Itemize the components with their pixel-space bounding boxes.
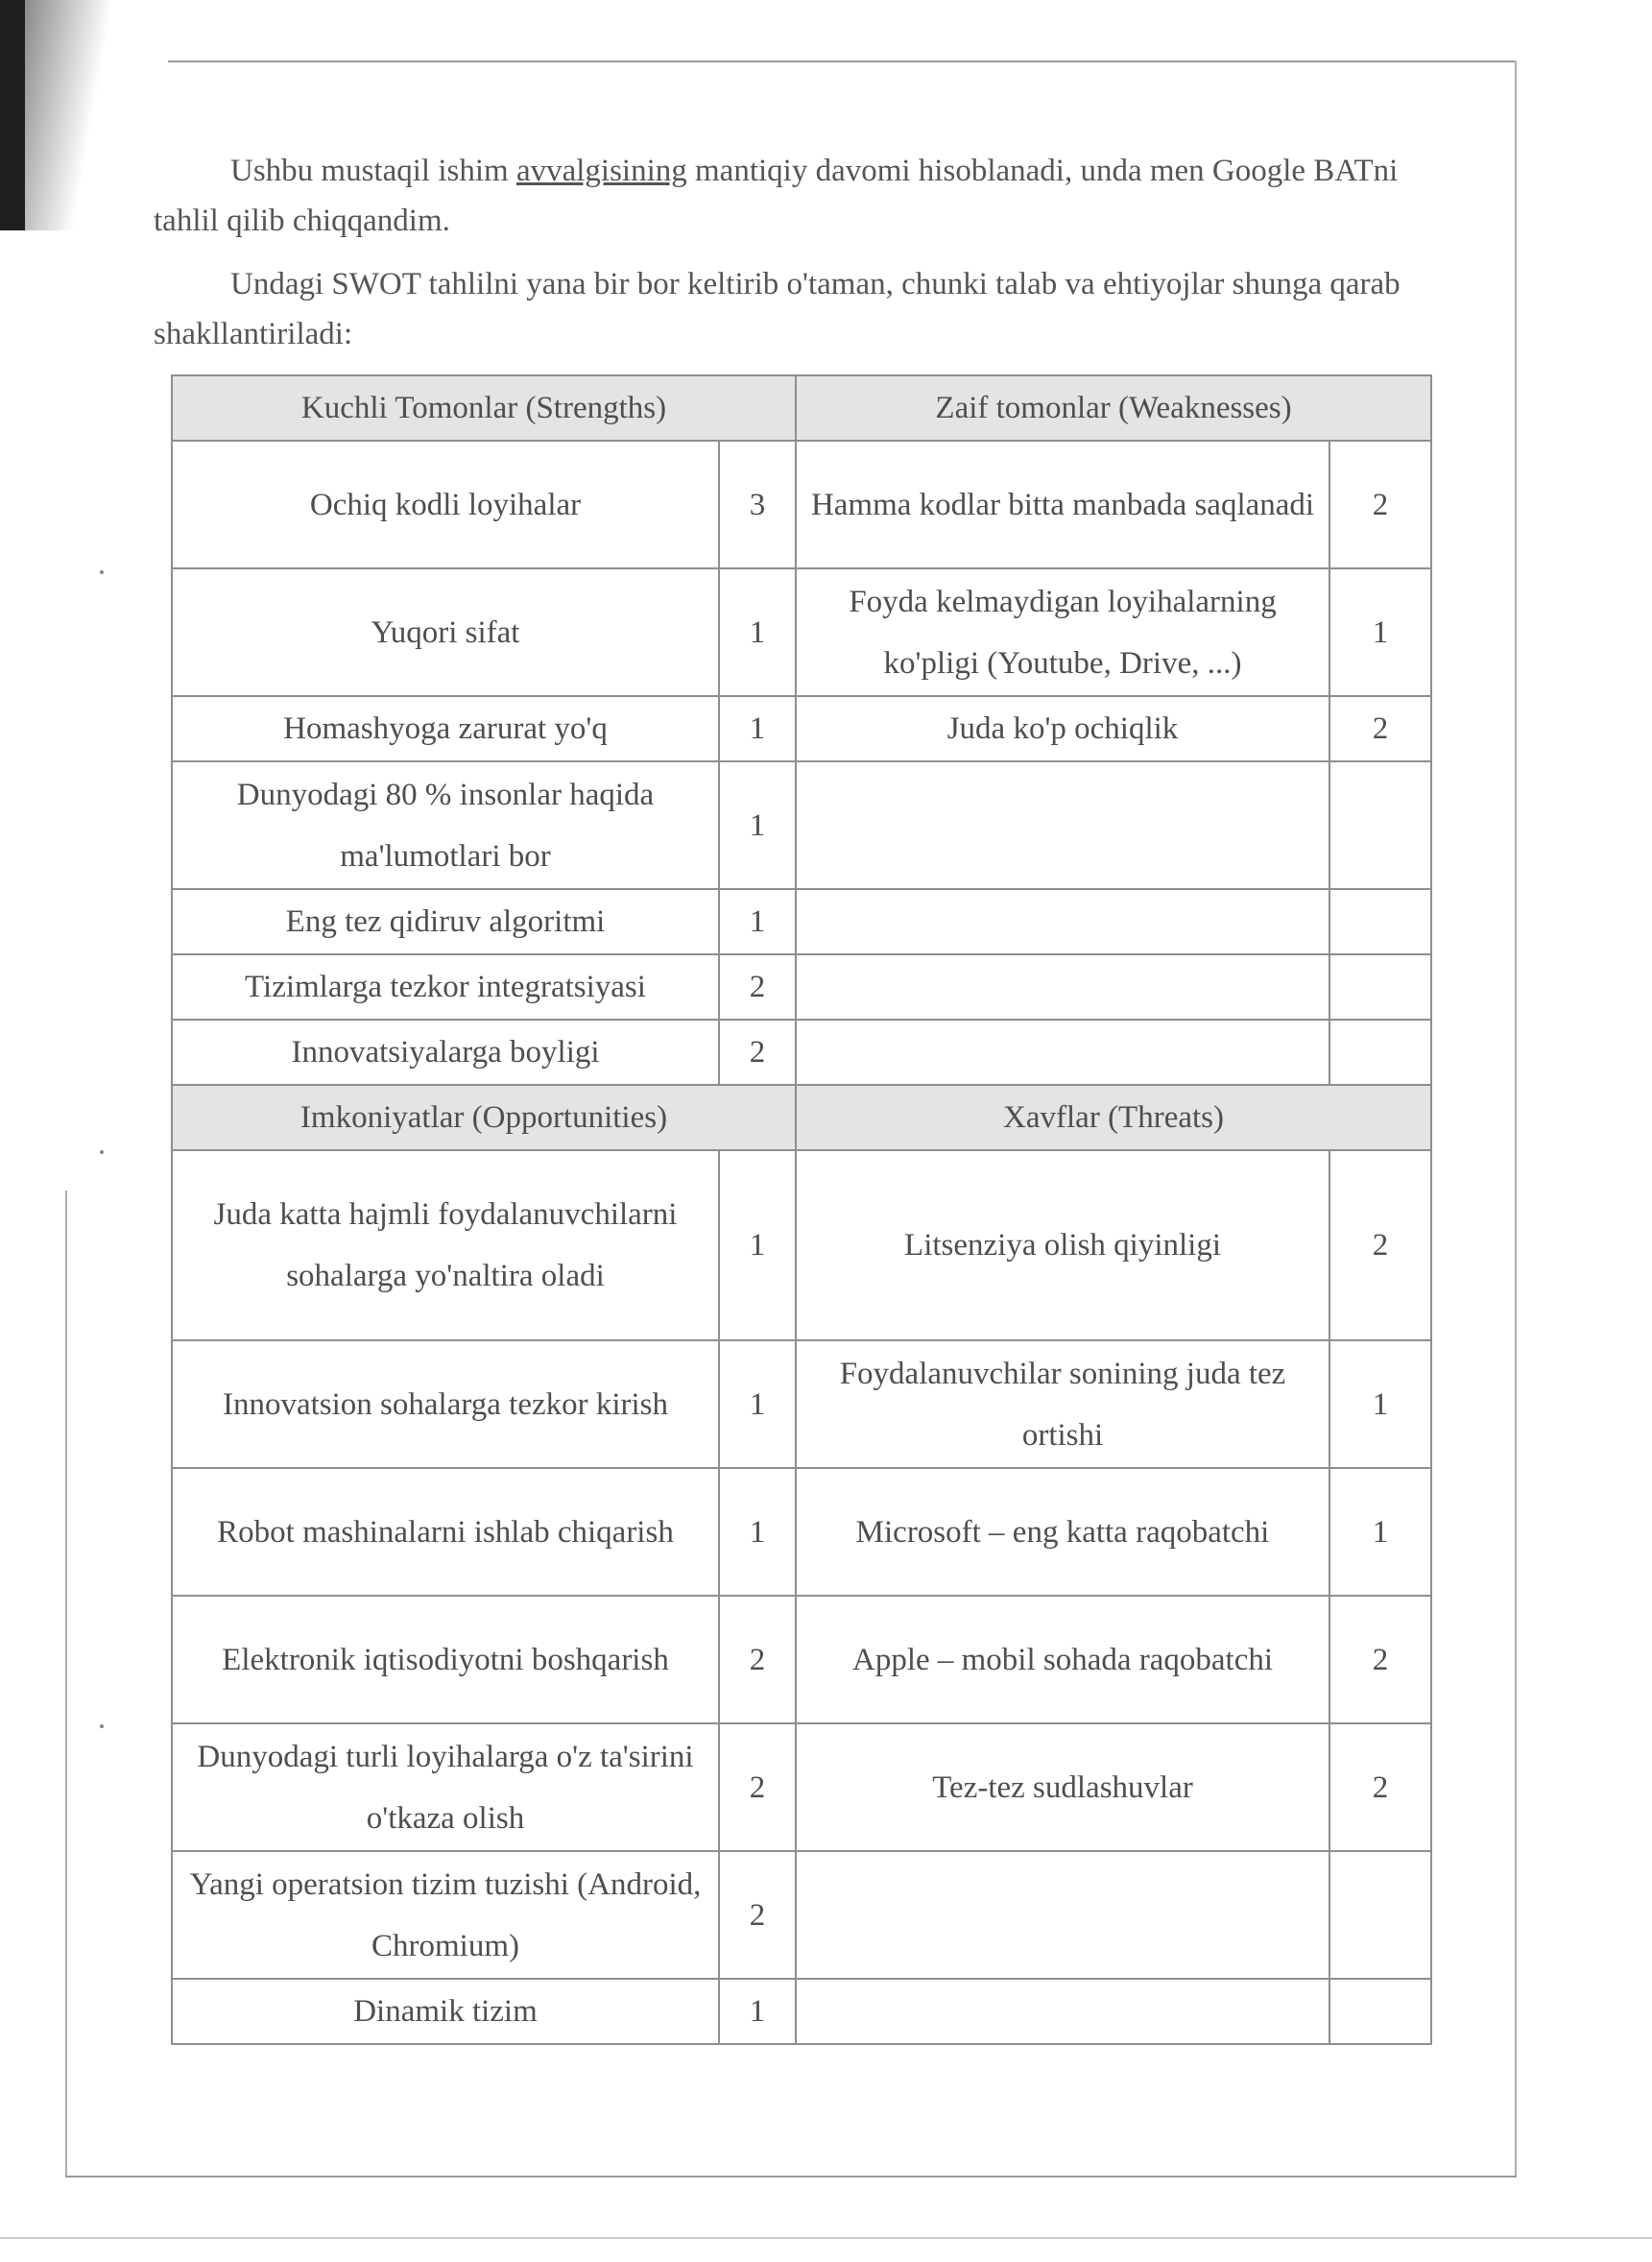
table-row xyxy=(172,954,1431,1020)
scan-speck xyxy=(100,570,104,574)
intro-text-end: mantiqiy davomi hisoblanadi, unda men Google BATni tahlil qilib chiqqandim. xyxy=(154,154,1399,238)
weakness-score: 2 xyxy=(1329,441,1431,568)
table-row xyxy=(172,1020,1431,1085)
table-row xyxy=(172,1340,1431,1468)
threat-score: 2 xyxy=(1329,1723,1431,1851)
swot-table xyxy=(171,374,1432,2045)
scan-bottom-edge xyxy=(0,2237,1652,2239)
table-row xyxy=(172,761,1431,889)
opportunity-score: 1 xyxy=(719,1340,796,1468)
strengths-header: Kuchli Tomonlar (Strengths) xyxy=(172,375,796,441)
weakness-cell xyxy=(796,761,1329,889)
weakness-score xyxy=(1329,889,1431,954)
opportunity-cell: Robot mashinalarni ishlab chiqarish xyxy=(172,1468,719,1596)
weakness-score: 2 xyxy=(1329,696,1431,761)
strength-cell: Tizimlarga tezkor integratsiyasi xyxy=(172,954,719,1020)
opportunity-score: 1 xyxy=(719,1468,796,1596)
opportunity-score: 2 xyxy=(719,1851,796,1979)
opportunity-cell: Innovatsion sohalarga tezkor kirish xyxy=(172,1340,719,1468)
opportunity-cell: Dunyodagi turli loyihalarga o'z ta'sirini o'tkaza olish xyxy=(172,1723,719,1851)
strength-score: 1 xyxy=(719,696,796,761)
threat-score: 1 xyxy=(1329,1468,1431,1596)
strength-score: 1 xyxy=(719,761,796,889)
opportunity-cell: Yangi operatsion tizim tuzishi (Android, Chromium) xyxy=(172,1851,719,1979)
weakness-cell: Hamma kodlar bitta manbada saqlanadi xyxy=(796,441,1329,568)
strength-cell: Dunyodagi 80 % insonlar haqida ma'lumotlari bor xyxy=(172,761,719,889)
scan-speck xyxy=(100,1724,104,1728)
threat-cell: Litsenziya olish qiyinligi xyxy=(796,1150,1329,1340)
page-frame-left xyxy=(65,1191,67,2178)
threat-score xyxy=(1329,1851,1431,1979)
table-row xyxy=(172,441,1431,568)
opportunity-cell: Elektronik iqtisodiyotni boshqarish xyxy=(172,1596,719,1723)
strength-cell: Ochiq kodli loyihalar xyxy=(172,441,719,568)
strength-score: 1 xyxy=(719,568,796,696)
threat-cell xyxy=(796,1851,1329,1979)
strength-cell: Eng tez qidiruv algoritmi xyxy=(172,889,719,954)
threat-score: 2 xyxy=(1329,1596,1431,1723)
swot-header-row-top xyxy=(172,375,1431,441)
table-row xyxy=(172,1596,1431,1723)
opportunity-cell: Dinamik tizim xyxy=(172,1979,719,2044)
weakness-cell xyxy=(796,889,1329,954)
strength-score: 2 xyxy=(719,954,796,1020)
table-row xyxy=(172,1468,1431,1596)
page-frame-top xyxy=(168,60,1517,62)
threat-score xyxy=(1329,1979,1431,2044)
strength-cell: Yuqori sifat xyxy=(172,568,719,696)
strength-cell: Homashyoga zarurat yo'q xyxy=(172,696,719,761)
weakness-score xyxy=(1329,954,1431,1020)
intro-text-start: Ushbu mustaqil ishim xyxy=(230,154,516,188)
scan-speck xyxy=(100,1150,104,1154)
swot-intro-paragraph xyxy=(154,259,1430,359)
threat-cell xyxy=(796,1979,1329,2044)
threat-score: 2 xyxy=(1329,1150,1431,1340)
swot-header-row-bottom xyxy=(172,1085,1431,1150)
page-frame-right xyxy=(1515,60,1517,2178)
table-row xyxy=(172,1979,1431,2044)
weakness-score: 1 xyxy=(1329,568,1431,696)
strength-cell: Innovatsiyalarga boyligi xyxy=(172,1020,719,1085)
weakness-cell xyxy=(796,954,1329,1020)
table-row xyxy=(172,889,1431,954)
threat-cell: Tez-tez sudlashuvlar xyxy=(796,1723,1329,1851)
threat-cell: Microsoft – eng katta raqobatchi xyxy=(796,1468,1329,1596)
threat-cell: Foydalanuvchilar sonining juda tez ortishi xyxy=(796,1340,1329,1468)
scan-edge-shadow xyxy=(0,0,25,230)
weakness-cell: Juda ko'p ochiqlik xyxy=(796,696,1329,761)
weaknesses-header: Zaif tomonlar (Weaknesses) xyxy=(796,375,1431,441)
intro-paragraph xyxy=(154,146,1430,246)
strength-score: 3 xyxy=(719,441,796,568)
table-row xyxy=(172,696,1431,761)
weakness-cell: Foyda kelmaydigan loyihalarning ko'pligi (Youtube, Drive, ...) xyxy=(796,568,1329,696)
weakness-cell xyxy=(796,1020,1329,1085)
threat-cell: Apple – mobil sohada raqobatchi xyxy=(796,1596,1329,1723)
table-row xyxy=(172,1150,1431,1340)
scan-edge-fade xyxy=(25,0,111,230)
page-frame-bottom xyxy=(65,2176,1517,2178)
opportunity-score: 2 xyxy=(719,1596,796,1723)
opportunity-score: 2 xyxy=(719,1723,796,1851)
strength-score: 1 xyxy=(719,889,796,954)
intro-underlined-word: avvalgisining xyxy=(515,154,687,188)
strength-score: 2 xyxy=(719,1020,796,1085)
opportunity-score: 1 xyxy=(719,1150,796,1340)
table-row xyxy=(172,568,1431,696)
table-row xyxy=(172,1851,1431,1979)
threat-score: 1 xyxy=(1329,1340,1431,1468)
opportunity-score: 1 xyxy=(719,1979,796,2044)
swot-intro-text: Undagi SWOT tahlilni yana bir bor keltirib o'taman, chunki talab va ehtiyojlar shunga qarab shakllantiriladi: xyxy=(154,267,1401,351)
opportunities-header: Imkoniyatlar (Opportunities) xyxy=(172,1085,796,1150)
weakness-score xyxy=(1329,1020,1431,1085)
table-row xyxy=(172,1723,1431,1851)
threats-header: Xavflar (Threats) xyxy=(796,1085,1431,1150)
weakness-score xyxy=(1329,761,1431,889)
opportunity-cell: Juda katta hajmli foydalanuvchilarni sohalarga yo'naltira oladi xyxy=(172,1150,719,1340)
